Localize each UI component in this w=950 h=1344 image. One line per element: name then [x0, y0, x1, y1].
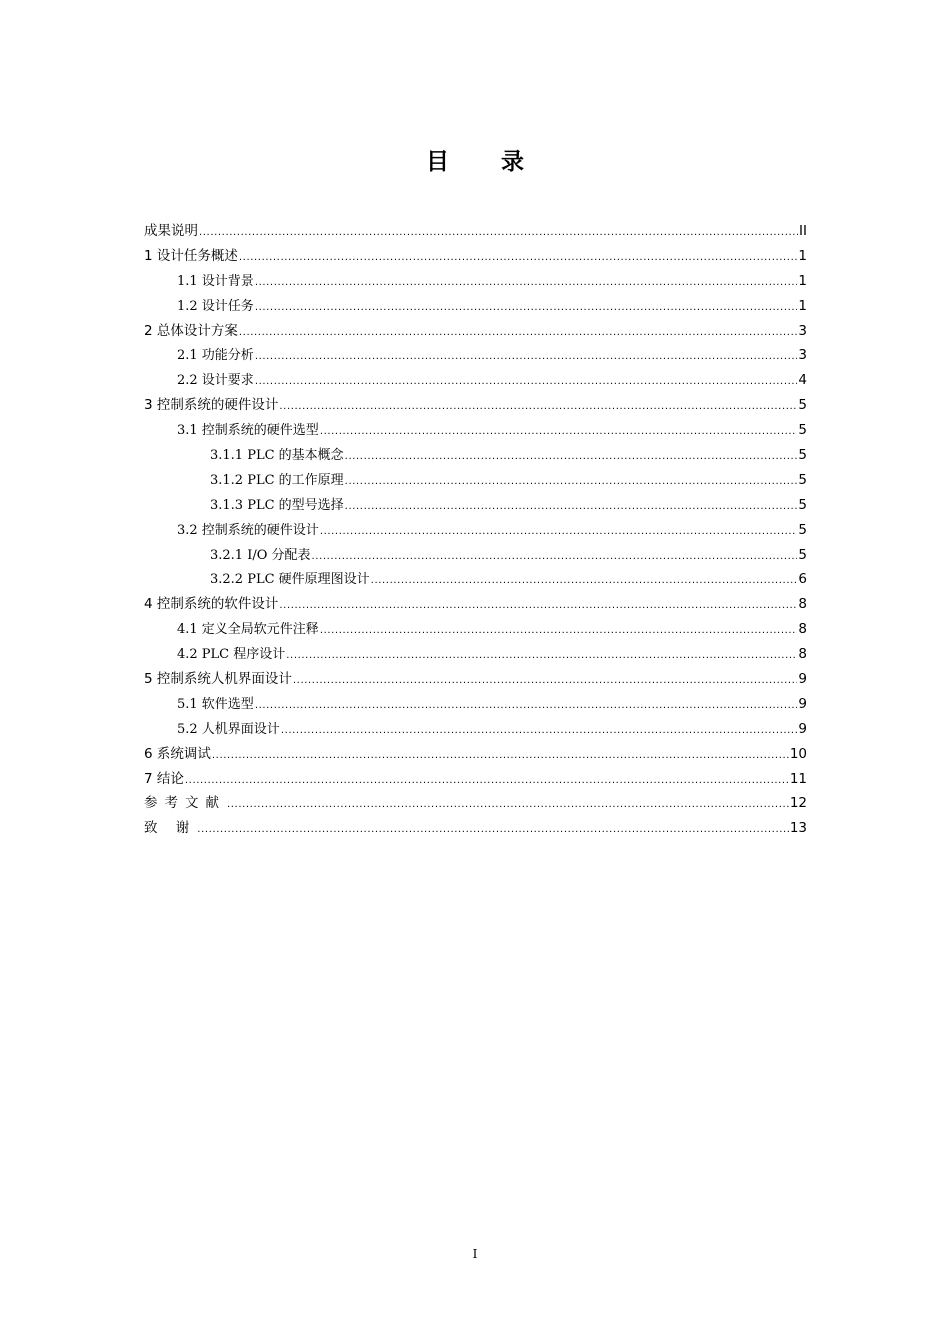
toc-entry-page: 13 — [789, 820, 807, 837]
toc-entry[interactable] — [144, 269, 807, 294]
toc-dot-leader — [239, 246, 798, 271]
toc-entry-page: 8 — [798, 596, 807, 613]
toc-entry[interactable] — [144, 518, 807, 543]
toc-entry-label: 4.2 PLC 程序设计 — [177, 647, 286, 663]
toc-entry-page: 5 — [798, 471, 807, 488]
toc-entry-page: 8 — [798, 646, 807, 663]
table-of-contents — [144, 219, 807, 841]
toc-entry-label: 1.2 设计任务 — [177, 298, 254, 314]
toc-entry-label: 2.1 功能分析 — [177, 348, 254, 364]
toc-entry-page: 11 — [789, 770, 807, 787]
toc-entry-label: 3.1.3 PLC 的型号选择 — [210, 497, 344, 513]
toc-entry-label: 致 谢 — [144, 820, 197, 837]
toc-dot-leader — [279, 594, 797, 619]
toc-entry[interactable] — [144, 567, 807, 592]
toc-entry-page: 5 — [798, 447, 807, 464]
toc-entry-label: 7 结论 — [144, 770, 184, 787]
toc-entry-page: 6 — [798, 571, 807, 588]
toc-entry-page: 5 — [798, 496, 807, 513]
toc-entry-label: 6 系统调试 — [144, 745, 211, 762]
toc-entry-page: 5 — [798, 521, 807, 538]
toc-entry[interactable] — [144, 543, 807, 568]
toc-entry-page: 12 — [789, 795, 807, 812]
toc-entry-page: 4 — [798, 372, 807, 389]
toc-entry-label: 3.2.1 I/O 分配表 — [210, 547, 311, 563]
toc-entry-page: 3 — [798, 347, 807, 364]
toc-entry-page: II — [799, 223, 807, 239]
toc-entry[interactable] — [144, 493, 807, 518]
toc-dot-leader — [255, 370, 798, 395]
toc-dot-leader — [320, 619, 798, 644]
toc-entry[interactable] — [144, 468, 807, 493]
toc-dot-leader — [199, 221, 798, 246]
toc-entry[interactable] — [144, 667, 807, 692]
toc-entry-label: 3.1 控制系统的硬件选型 — [177, 423, 319, 439]
toc-entry-page: 8 — [798, 621, 807, 638]
toc-dot-leader — [279, 395, 797, 420]
toc-dot-leader — [239, 321, 798, 346]
toc-entry-page: 1 — [798, 297, 807, 314]
toc-entry-page: 3 — [798, 322, 807, 339]
toc-entry[interactable] — [144, 742, 807, 767]
toc-dot-leader — [345, 470, 798, 495]
toc-dot-leader — [255, 296, 798, 321]
toc-entry-label: 成果说明 — [144, 223, 198, 239]
toc-dot-leader — [255, 694, 798, 719]
toc-entry-label: 5.1 软件选型 — [177, 696, 254, 712]
toc-entry-label: 3.1.1 PLC 的基本概念 — [210, 448, 344, 464]
toc-dot-leader — [286, 644, 797, 669]
toc-entry-label: 3.1.2 PLC 的工作原理 — [210, 472, 344, 488]
toc-dot-leader — [312, 545, 798, 570]
toc-entry-label: 3 控制系统的硬件设计 — [144, 397, 279, 414]
toc-entry[interactable] — [144, 393, 807, 418]
toc-dot-leader — [320, 420, 798, 445]
toc-entry[interactable] — [144, 319, 807, 344]
toc-dot-leader — [197, 818, 789, 843]
toc-entry[interactable] — [144, 816, 807, 841]
toc-entry-page: 10 — [789, 745, 807, 762]
toc-entry[interactable] — [144, 418, 807, 443]
page-title: 目 录 — [425, 149, 546, 175]
toc-entry-label: 1 设计任务概述 — [144, 247, 238, 264]
toc-dot-leader — [345, 495, 798, 520]
toc-entry-label: 3.2 控制系统的硬件设计 — [177, 522, 319, 538]
toc-entry-label: 2 总体设计方案 — [144, 322, 238, 339]
toc-entry-page: 9 — [798, 720, 807, 737]
toc-dot-leader — [185, 769, 789, 794]
toc-entry-label: 5.2 人机界面设计 — [177, 721, 280, 737]
toc-entry-page: 1 — [798, 272, 807, 289]
toc-entry-page: 5 — [798, 397, 807, 414]
toc-entry[interactable] — [144, 717, 807, 742]
page-number: I — [472, 1247, 478, 1261]
toc-dot-leader — [293, 669, 798, 694]
toc-entry[interactable] — [144, 294, 807, 319]
toc-dot-leader — [345, 445, 798, 470]
toc-entry-page: 9 — [798, 695, 807, 712]
toc-entry[interactable] — [144, 244, 807, 269]
toc-entry[interactable] — [144, 642, 807, 667]
toc-entry[interactable] — [144, 592, 807, 617]
toc-entry[interactable] — [144, 443, 807, 468]
toc-dot-leader — [371, 569, 798, 594]
toc-entry[interactable] — [144, 791, 807, 816]
toc-dot-leader — [227, 793, 789, 818]
toc-entry[interactable] — [144, 219, 807, 244]
toc-entry-page: 1 — [798, 247, 807, 264]
toc-entry-label: 4.1 定义全局软元件注释 — [177, 622, 319, 638]
toc-dot-leader — [320, 520, 798, 545]
toc-entry[interactable] — [144, 343, 807, 368]
toc-entry-page: 9 — [798, 671, 807, 688]
toc-entry[interactable] — [144, 692, 807, 717]
toc-entry-label: 4 控制系统的软件设计 — [144, 596, 279, 613]
toc-dot-leader — [281, 719, 798, 744]
toc-entry[interactable] — [144, 368, 807, 393]
toc-entry-label: 2.2 设计要求 — [177, 373, 254, 389]
toc-entry[interactable] — [144, 767, 807, 792]
toc-entry-label: 3.2.2 PLC 硬件原理图设计 — [210, 572, 370, 588]
toc-entry[interactable] — [144, 617, 807, 642]
toc-dot-leader — [255, 271, 798, 296]
toc-entry-page: 5 — [798, 546, 807, 563]
toc-dot-leader — [212, 744, 789, 769]
toc-entry-label: 5 控制系统人机界面设计 — [144, 671, 292, 688]
toc-entry-label: 1.1 设计背景 — [177, 273, 254, 289]
toc-entry-page: 5 — [798, 422, 807, 439]
toc-entry-label: 参考文献 — [144, 795, 226, 812]
toc-dot-leader — [255, 345, 798, 370]
